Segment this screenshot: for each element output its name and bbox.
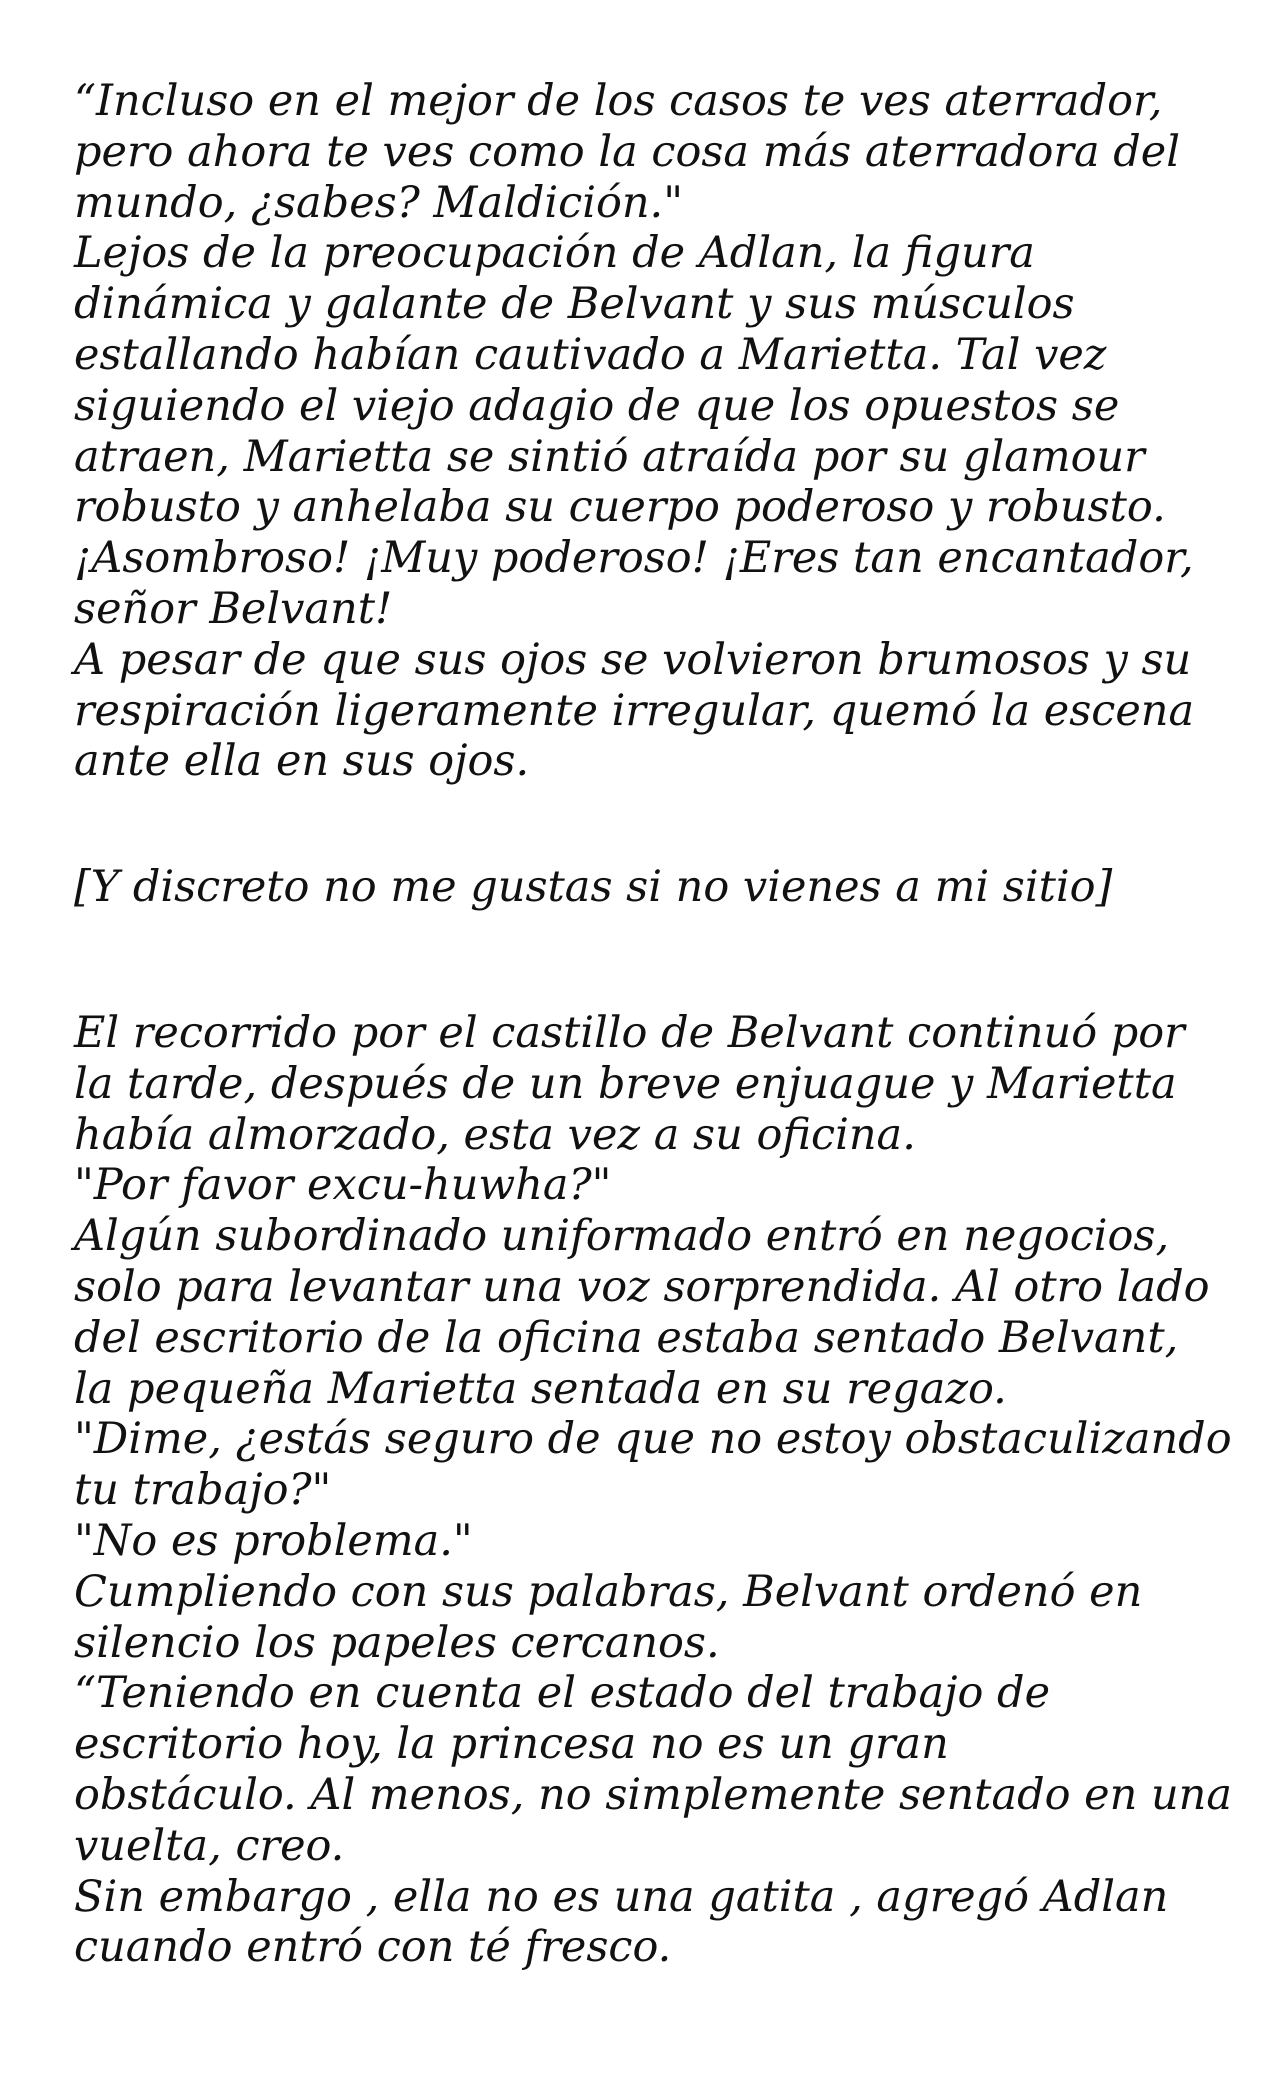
text-line: del escritorio de la oficina estaba sentado Belvant, bbox=[74, 1312, 1179, 1363]
text-line: [Y discreto no me gustas si no vienes a mi sitio] bbox=[74, 862, 1113, 912]
text-line: siguiendo el viejo adagio de que los opuestos se bbox=[74, 380, 1120, 431]
text-line: “Incluso en el mejor de los casos te ves aterrador, bbox=[74, 76, 1163, 126]
text-line: la tarde, después de un breve enjuague y Marietta bbox=[74, 1058, 1177, 1109]
text-line: señor Belvant! bbox=[74, 583, 393, 634]
text-line: solo para levantar una voz sorprendida. Al otro lado bbox=[74, 1261, 1210, 1312]
text-line: Lejos de la preocupación de Adlan, la figura bbox=[74, 228, 1035, 279]
paragraph-block-2 bbox=[74, 1008, 1232, 1973]
text-line: "Por favor excu-huwha?" bbox=[74, 1160, 612, 1211]
text-line: ante ella en sus ojos. bbox=[74, 736, 530, 787]
text-line: vuelta, creo. bbox=[74, 1820, 345, 1871]
text-line: había almorzado, esta vez a su oficina. bbox=[74, 1109, 916, 1160]
text-line: "No es problema." bbox=[74, 1515, 473, 1566]
text-line: “Teniendo en cuenta el estado del trabajo de bbox=[74, 1668, 1051, 1719]
text-line: obstáculo. Al menos, no simplemente sentado en una bbox=[74, 1769, 1232, 1820]
text-line: estallando habían cautivado a Marietta. Tal vez bbox=[74, 329, 1107, 380]
text-line: Sin embargo , ella no es una gatita , agregó Adlan bbox=[74, 1871, 1169, 1922]
text-line: "Dime, ¿estás seguro de que no estoy obstaculizando bbox=[74, 1414, 1232, 1465]
text-line: tu trabajo?" bbox=[74, 1465, 332, 1516]
text-line: la pequeña Marietta sentada en su regazo. bbox=[74, 1363, 1007, 1414]
text-line: Cumpliendo con sus palabras, Belvant ordenó en bbox=[74, 1566, 1143, 1617]
text-line: El recorrido por el castillo de Belvant continuó por bbox=[74, 1008, 1185, 1058]
text-line: ¡Asombroso! ¡Muy poderoso! ¡Eres tan encantador, bbox=[74, 533, 1194, 584]
text-line: cuando entró con té fresco. bbox=[74, 1922, 672, 1973]
text-line: escritorio hoy, la princesa no es un gran bbox=[74, 1719, 949, 1770]
paragraph-block-1 bbox=[74, 76, 1214, 787]
text-line: Algún subordinado uniformado entró en negocios, bbox=[74, 1211, 1170, 1262]
text-line: silencio los papeles cercanos. bbox=[74, 1617, 720, 1668]
text-line: dinámica y galante de Belvant y sus músculos bbox=[74, 279, 1075, 330]
text-line: pero ahora te ves como la cosa más aterradora del bbox=[74, 126, 1180, 177]
text-line: A pesar de que sus ojos se volvieron brumosos y su bbox=[74, 634, 1192, 685]
bracketed-note bbox=[74, 862, 1214, 913]
text-line: mundo, ¿sabes? Maldición." bbox=[74, 177, 683, 228]
text-line: robusto y anhelaba su cuerpo poderoso y robusto. bbox=[74, 482, 1166, 533]
text-line: respiración ligeramente irregular, quemó la escena bbox=[74, 685, 1195, 736]
text-line: atraen, Marietta se sintió atraída por su glamour bbox=[74, 431, 1145, 482]
